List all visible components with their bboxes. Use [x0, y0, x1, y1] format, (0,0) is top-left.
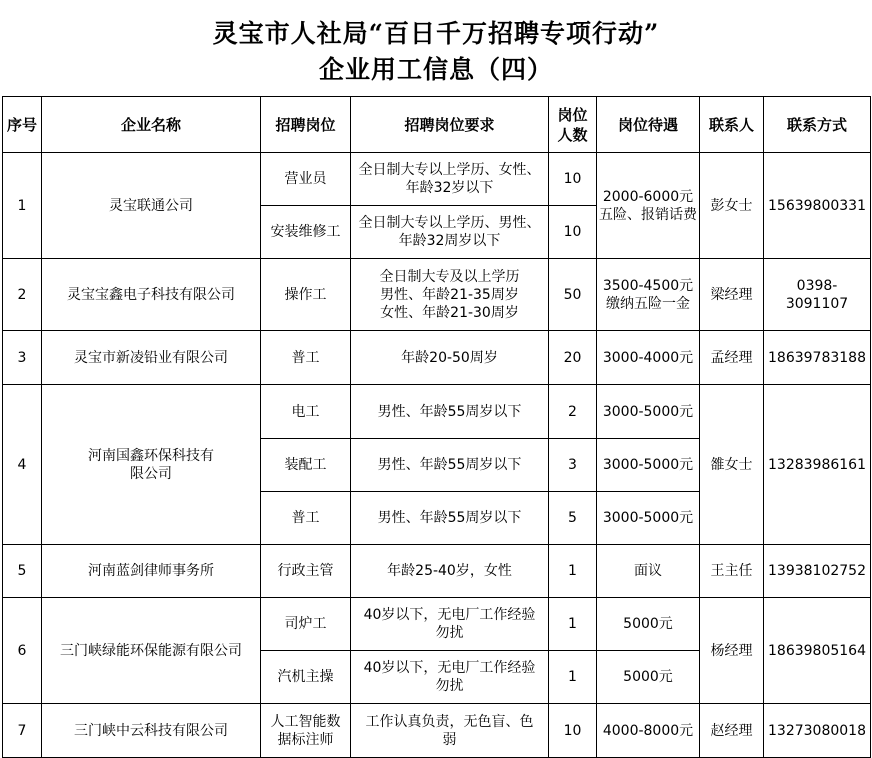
page-title: 灵宝市人社局“百日千万招聘专项行动”	[212, 19, 660, 48]
cell-salary: 2000-6000元五险、报销话费	[597, 153, 700, 259]
cell-salary: 面议	[597, 545, 700, 598]
header-company: 企业名称	[42, 97, 261, 153]
table-row	[3, 259, 871, 331]
cell-count: 20	[549, 331, 597, 385]
cell-phone: 0398-3091107	[764, 259, 871, 331]
cell-contact: 彭女士	[700, 153, 764, 259]
cell-position: 人工智能数据标注师	[261, 704, 351, 758]
cell-company: 河南蓝剑律师事务所	[42, 545, 261, 598]
cell-salary: 3000-5000元	[597, 492, 700, 545]
cell-position: 装配工	[261, 439, 351, 492]
cell-count: 50	[549, 259, 597, 331]
cell-count: 3	[549, 439, 597, 492]
cell-salary: 3000-5000元	[597, 385, 700, 439]
cell-position: 安装维修工	[261, 206, 351, 259]
cell-count: 10	[549, 206, 597, 259]
cell-count: 10	[549, 704, 597, 758]
cell-position: 普工	[261, 331, 351, 385]
cell-phone: 13273080018	[764, 704, 871, 758]
cell-phone: 13283986161	[764, 385, 871, 545]
cell-position: 电工	[261, 385, 351, 439]
header-count: 岗位人数	[549, 97, 597, 153]
requirement-line: 男性、年龄21-35周岁	[380, 286, 519, 303]
header-requirement: 招聘岗位要求	[351, 97, 549, 153]
table-row	[3, 385, 871, 439]
cell-requirement: 男性、年龄55周岁以下	[351, 492, 549, 545]
cell-position: 操作工	[261, 259, 351, 331]
cell-count: 1	[549, 598, 597, 651]
cell-seq: 4	[3, 385, 42, 545]
cell-salary: 5000元	[597, 598, 700, 651]
header-row	[3, 97, 871, 153]
cell-requirement: 工作认真负责，无色盲、色弱	[351, 704, 549, 758]
table-row	[3, 598, 871, 651]
cell-contact: 王主任	[700, 545, 764, 598]
cell-position: 行政主管	[261, 545, 351, 598]
cell-position: 营业员	[261, 153, 351, 206]
cell-seq: 6	[3, 598, 42, 704]
cell-phone: 18639805164	[764, 598, 871, 704]
cell-position: 普工	[261, 492, 351, 545]
cell-contact: 雒女士	[700, 385, 764, 545]
cell-company: 河南国鑫环保科技有限公司	[42, 385, 261, 545]
header-contact: 联系人	[700, 97, 764, 153]
cell-requirement: 男性、年龄55周岁以下	[351, 385, 549, 439]
job-table	[2, 96, 871, 758]
cell-company: 灵宝联通公司	[42, 153, 261, 259]
table-row	[3, 331, 871, 385]
cell-count: 1	[549, 545, 597, 598]
cell-company: 灵宝宝鑫电子科技有限公司	[42, 259, 261, 331]
cell-contact: 杨经理	[700, 598, 764, 704]
cell-position: 汽机主操	[261, 651, 351, 704]
cell-salary: 4000-8000元	[597, 704, 700, 758]
cell-count: 10	[549, 153, 597, 206]
cell-contact: 孟经理	[700, 331, 764, 385]
cell-seq: 7	[3, 704, 42, 758]
table-row	[3, 704, 871, 758]
cell-contact: 梁经理	[700, 259, 764, 331]
table-row	[3, 153, 871, 206]
cell-seq: 1	[3, 153, 42, 259]
cell-phone: 15639800331	[764, 153, 871, 259]
cell-requirement: 40岁以下，无电厂工作经验勿扰	[351, 598, 549, 651]
header-position: 招聘岗位	[261, 97, 351, 153]
cell-requirement	[351, 259, 549, 331]
cell-company: 灵宝市新凌铅业有限公司	[42, 331, 261, 385]
cell-requirement: 年龄20-50周岁	[351, 331, 549, 385]
cell-salary: 3500-4500元缴纳五险一金	[597, 259, 700, 331]
cell-requirement: 全日制大专以上学历、男性、年龄32周岁以下	[351, 206, 549, 259]
cell-company: 三门峡绿能环保能源有限公司	[42, 598, 261, 704]
cell-company: 三门峡中云科技有限公司	[42, 704, 261, 758]
cell-count: 5	[549, 492, 597, 545]
cell-contact: 赵经理	[700, 704, 764, 758]
table-row	[3, 545, 871, 598]
cell-requirement: 全日制大专以上学历、女性、年龄32岁以下	[351, 153, 549, 206]
cell-salary: 5000元	[597, 651, 700, 704]
cell-seq: 3	[3, 331, 42, 385]
cell-position: 司炉工	[261, 598, 351, 651]
cell-seq: 5	[3, 545, 42, 598]
cell-requirement: 男性、年龄55周岁以下	[351, 439, 549, 492]
cell-phone: 18639783188	[764, 331, 871, 385]
header-phone: 联系方式	[764, 97, 871, 153]
cell-requirement: 40岁以下，无电厂工作经验勿扰	[351, 651, 549, 704]
page-subtitle: 企业用工信息（四）	[318, 55, 553, 84]
cell-requirement: 年龄25-40岁，女性	[351, 545, 549, 598]
cell-salary: 3000-5000元	[597, 439, 700, 492]
cell-salary: 3000-4000元	[597, 331, 700, 385]
requirement-line: 全日制大专及以上学历	[379, 268, 520, 285]
title-block	[0, 0, 872, 96]
header-seq: 序号	[3, 97, 42, 153]
header-salary: 岗位待遇	[597, 97, 700, 153]
cell-count: 1	[549, 651, 597, 704]
cell-phone: 13938102752	[764, 545, 871, 598]
cell-count: 2	[549, 385, 597, 439]
requirement-line: 女性、年龄21-30周岁	[380, 304, 519, 321]
cell-seq: 2	[3, 259, 42, 331]
